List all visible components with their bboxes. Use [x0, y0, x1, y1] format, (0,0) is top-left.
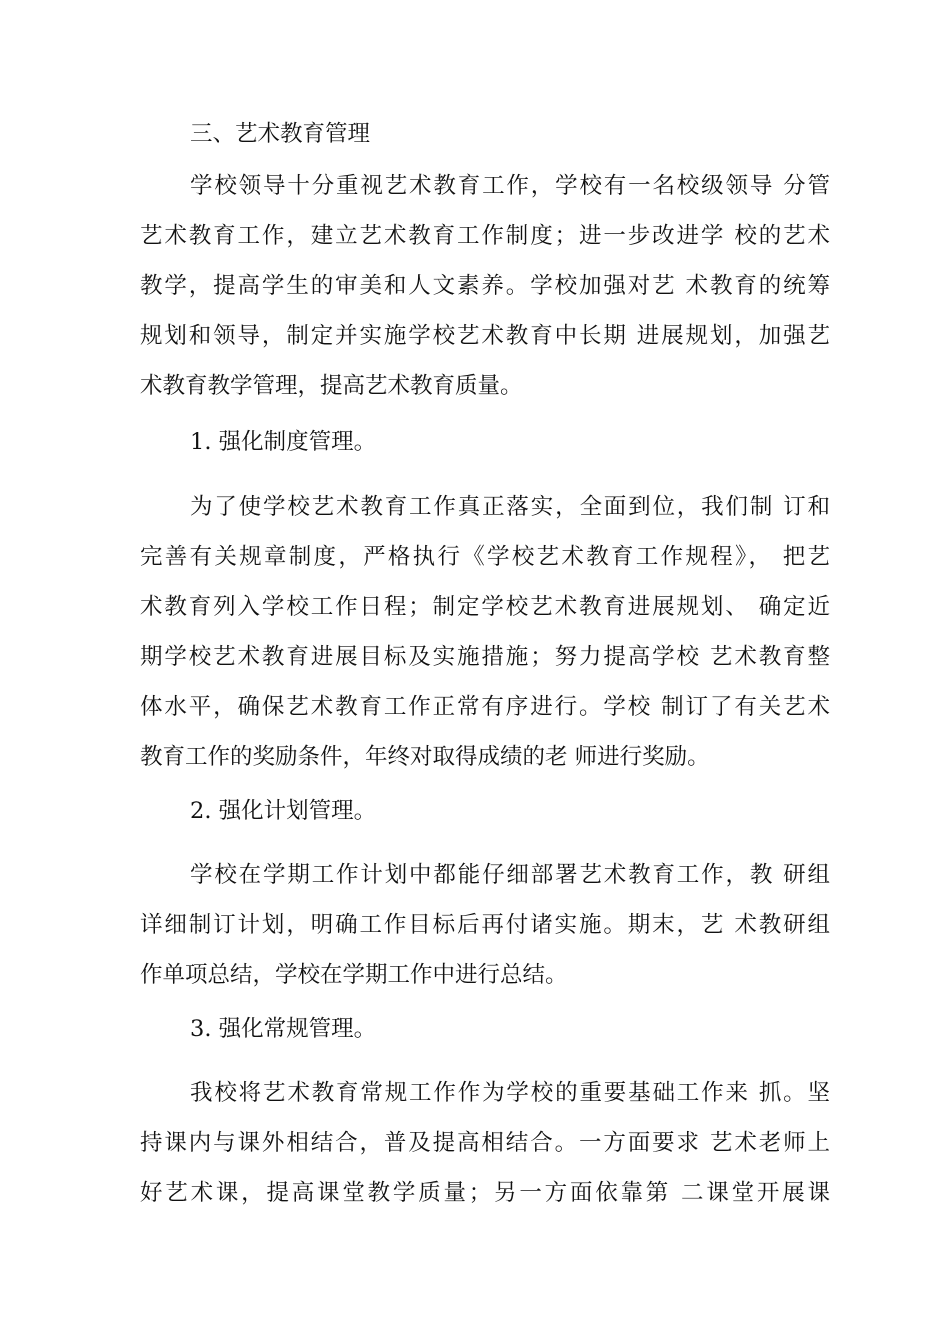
paragraph-line: 学校领导十分重视艺术教育工作，学校有一名校级领导 分管	[190, 173, 830, 199]
paragraph-line: 艺术教育工作，建立艺术教育工作制度；进一步改进学 校的艺术	[140, 223, 830, 249]
paragraph-line: 术教育列入学校工作日程；制定学校艺术教育进展规划、 确定近	[140, 594, 830, 620]
paragraph-line: 教育工作的奖励条件，年终对取得成绩的老 师进行奖励。	[140, 744, 710, 770]
paragraph-line: 完善有关规章制度，严格执行《学校艺术教育工作规程》， 把艺	[140, 544, 830, 570]
paragraph-line: 术教育教学管理，提高艺术教育质量。	[140, 373, 523, 399]
paragraph-line: 期学校艺术教育进展目标及实施措施；努力提高学校 艺术教育整	[140, 644, 830, 670]
subsection-heading: 1. 强化制度管理。	[190, 429, 377, 455]
paragraph-line: 体水平，确保艺术教育工作正常有序进行。学校 制订了有关艺术	[140, 694, 830, 720]
paragraph-line: 我校将艺术教育常规工作作为学校的重要基础工作来 抓。坚	[190, 1080, 830, 1106]
subsection-heading: 3. 强化常规管理。	[190, 1016, 377, 1042]
section-heading: 三、艺术教育管理	[190, 121, 371, 147]
paragraph-line: 教学，提高学生的审美和人文素养。学校加强对艺 术教育的统筹	[140, 273, 830, 299]
paragraph-line: 持课内与课外相结合，普及提高相结合。一方面要求 艺术老师上	[140, 1130, 830, 1156]
paragraph-line: 详细制订计划，明确工作目标后再付诸实施。期末，艺 术教研组	[140, 912, 830, 938]
subsection-heading: 2. 强化计划管理。	[190, 798, 377, 824]
paragraph-line: 好艺术课，提高课堂教学质量；另一方面依靠第 二课堂开展课	[140, 1180, 830, 1206]
paragraph-line: 学校在学期工作计划中都能仔细部署艺术教育工作，教 研组	[190, 862, 830, 888]
paragraph-line: 为了使学校艺术教育工作真正落实，全面到位，我们制 订和	[190, 494, 830, 520]
paragraph-line: 规划和领导，制定并实施学校艺术教育中长期 进展规划，加强艺	[140, 323, 830, 349]
paragraph-line: 作单项总结，学校在学期工作中进行总结。	[140, 962, 568, 988]
